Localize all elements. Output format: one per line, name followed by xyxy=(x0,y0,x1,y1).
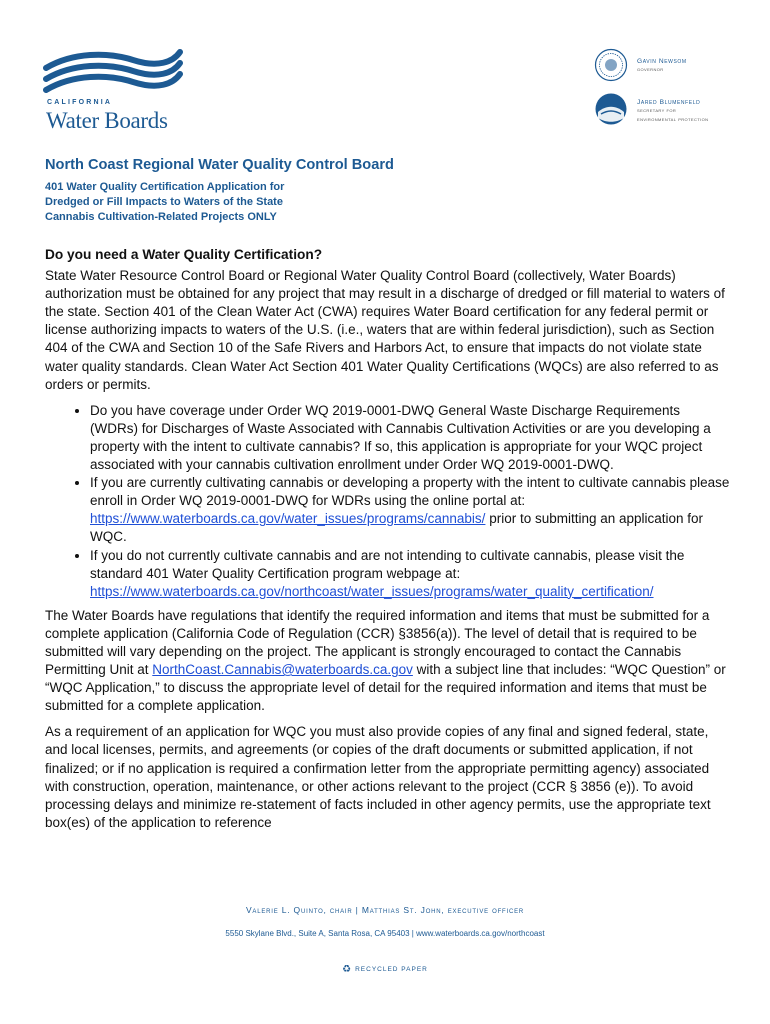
footer-address: 5550 Skylane Blvd., Suite A, Santa Rosa, CA 95403 | www.waterboards.ca.gov/northcoast xyxy=(225,929,545,938)
recycle-icon: ♻ xyxy=(342,964,353,975)
bullet-text: Do you have coverage under Order WQ 2019-0001-DWQ General Waste Discharge Requirements (WDRs) for Discharges of Waste Associated with Cannabis Cultivation Activities or are you developing a property with the intent to cultivate cannabis? If so, this application is appropriate for your WQC project associated with your cannabis cultivation enrollment under Order WQ 2019-0001-DWQ. xyxy=(90,402,711,473)
certification-title-line3: Cannabis Cultivation-Related Projects ONLY xyxy=(45,211,277,223)
bullet-item xyxy=(90,547,731,601)
requirements-paragraph: As a requirement of an application for WQC you must also provide copies of any final and signed federal, state, and local licenses, permits, and agreements (or copies of the draft documents or submitted application, if not finalized; or if no application is required a confirmation letter from the appropriate permitting agency) associated with construction, operation, maintenance, or other actions relevant to the project (CCR § 3856 (e)). To avoid processing delays and minimize re-statement of facts included in other agency permits, use the appropriate text box(es) of the application to reference xyxy=(45,724,711,830)
calepa-seal-icon xyxy=(594,92,628,126)
certification-title-line2: Dredged or Fill Impacts to Waters of the State xyxy=(45,196,283,208)
intro-paragraph: State Water Resource Control Board or Regional Water Quality Control Board (collectively, Water Boards) authorization must be obtained for any project that may result in a discharge of dredged or fill material to waters of the state. Section 401 of the Clean Water Act (CWA) requires Water Board certification for any federal permit or license authorizing impacts to waters of the U.S. (i.e., waters that are within federal jurisdiction), such as Section 404 of the CWA and Section 10 of the Safe Rivers and Harbors Act, to ensure that impacts do not violate state water quality standards. Clean Water Act Section 401 Water Quality Certifications (WQCs) are also referred to as orders or permits. xyxy=(45,268,725,392)
secretary-block xyxy=(637,98,708,125)
state-seal-icon xyxy=(594,48,628,82)
secretary-name: Jared Blumenfeld xyxy=(637,99,701,106)
document-body xyxy=(45,246,731,840)
bullet-text: prior to submitting an application for WQC. xyxy=(90,511,704,545)
governor-block xyxy=(637,57,687,75)
bullet-item xyxy=(90,474,731,546)
bullet-list xyxy=(45,402,731,601)
footer-recycled xyxy=(0,964,770,975)
bullet-text: If you do not currently cultivate cannabis and are not intending to cultivate cannabis, please visit the standard 401 Water Quality Certification program webpage at: xyxy=(90,547,685,581)
water-boards-logo-waves xyxy=(38,48,188,98)
section-heading: Do you need a Water Quality Certification? xyxy=(45,247,323,262)
certification-title xyxy=(45,180,284,225)
wqc-program-link[interactable]: https://www.waterboards.ca.gov/northcoast/water_issues/programs/water_quality_certification/ xyxy=(90,583,654,599)
paragraph-text: with a subject line that includes: “WQC Question” or “WQC Application,” to discuss the appropriate level of detail for the required information and items that must be submitted for a complete application. xyxy=(45,662,726,714)
bullet-item xyxy=(90,402,731,474)
board-title: North Coast Regional Water Quality Control Board xyxy=(45,157,394,173)
governor-name: Gavin Newsom xyxy=(637,58,687,65)
cannabis-portal-link[interactable]: https://www.waterboards.ca.gov/water_issues/programs/cannabis/ xyxy=(90,511,486,527)
secretary-title-1: secretary for xyxy=(637,108,677,114)
paragraph-text: The Water Boards have regulations that identify the required information and items that must be submitted for a complete application (California Code of Regulation (CCR) §3856(a)). The level of detail that is required to be submitted will vary depending on the project. The applicant is strongly encouraged to contact the Cannabis Permitting Unit at xyxy=(45,607,710,678)
bullet-text: If you are currently cultivating cannabis or developing a property with the intent to cultivate cannabis please enroll in Order WQ 2019-0001-DWQ for WDRs using the online portal at: xyxy=(90,475,730,509)
cannabis-unit-email-link[interactable]: NorthCoast.Cannabis@waterboards.ca.gov xyxy=(152,662,413,678)
footer-officers: Valerie L. Quinto, chair | Matthias St. John, executive officer xyxy=(245,905,525,915)
logo-state-label: CALIFORNIA xyxy=(47,99,113,106)
secretary-title-2: environmental protection xyxy=(637,117,709,123)
governor-title: governor xyxy=(637,67,664,73)
recycled-label: RECYCLED PAPER xyxy=(355,966,428,974)
regulations-paragraph xyxy=(45,607,731,716)
certification-title-line1: 401 Water Quality Certification Application for xyxy=(45,181,285,193)
logo-title: Water Boards xyxy=(46,108,168,133)
